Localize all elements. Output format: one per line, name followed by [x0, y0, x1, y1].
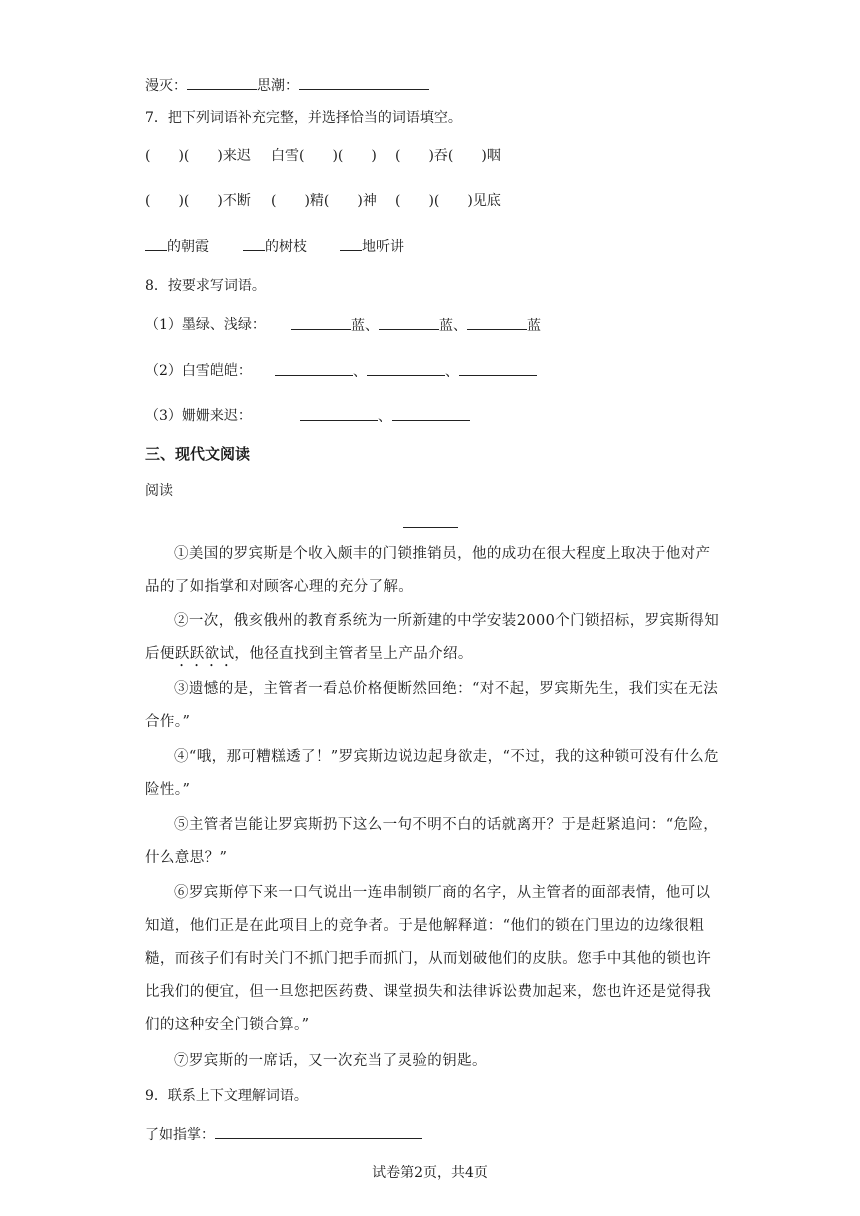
answer-blank[interactable]: [215, 1124, 422, 1139]
q7-fill: [243, 236, 307, 257]
answer-blank[interactable]: [243, 236, 265, 251]
sep: 、: [353, 364, 367, 380]
passage-title-blank[interactable]: [403, 527, 458, 528]
answer-blank[interactable]: [340, 236, 362, 251]
passage-paragraph-1: ①美国的罗宾斯是个收入颇丰的门锁推销员，他的成功在很大程度上取决于他对产品的了如指掌和对顾客心理的充分了解。: [145, 546, 711, 595]
suffix-text: 蓝: [527, 318, 541, 334]
q7-fill-text: 的朝霞: [167, 239, 209, 255]
answer-blank[interactable]: [459, 361, 537, 376]
q8-item-label: （3）姗姗来迟：: [145, 408, 252, 424]
q6-tail-line: [145, 75, 429, 96]
answer-blank[interactable]: [392, 406, 470, 421]
q8-title: 8．按要求写词语。: [145, 278, 266, 294]
q8-item-label: （1）墨绿、浅绿：: [145, 317, 266, 333]
passage-paragraph-5: ⑤主管者岂能让罗宾斯扔下这么一句不明不白的话就离开？于是赶紧追问：“危险，什么意思？”: [145, 817, 719, 866]
answer-blank[interactable]: [299, 75, 429, 90]
answer-blank[interactable]: [379, 315, 439, 330]
q7-fill: [145, 236, 209, 257]
q7-word: ( )( )来迟: [145, 148, 251, 164]
section-title: 三、现代文阅读: [145, 445, 251, 463]
passage-paragraph-7: ⑦罗宾斯的一席话，又一次充当了灵验的钥匙。: [174, 1053, 487, 1069]
q8-item-label: （2）白雪皑皑：: [145, 363, 252, 379]
passage-paragraph-4: ④“哦，那可糟糕透了！”罗宾斯边说边起身欲走，“不过，我的这种锁可没有什么危险性。”: [145, 749, 719, 798]
q8-item-answers: [300, 406, 470, 427]
q7-word: 白雪( )( ): [271, 148, 377, 164]
page-footer: 试卷第2页，共4页: [372, 1165, 488, 1181]
q7-title: 7．把下列词语补充完整，并选择恰当的词语填空。: [145, 110, 462, 126]
paragraph-text: ②一次，俄亥俄州的教育系统为一所新建的中学安装2000个门锁招标，罗宾斯得知后便: [145, 613, 720, 662]
suffix-text: 蓝、: [439, 318, 467, 334]
label-manmie: 漫灭：: [145, 78, 187, 94]
passage-paragraph-3: ③遗憾的是，主管者一看总价格便断然回绝：“对不起，罗宾斯先生，我们实在无法合作。”: [145, 681, 719, 730]
q7-word: ( )( )见底: [395, 193, 501, 209]
q8-item-answers: [291, 315, 541, 336]
passage-paragraph-2: [145, 605, 720, 671]
label-sichao: 思潮：: [257, 78, 299, 94]
q7-fill: [340, 236, 404, 257]
sep: 、: [378, 409, 392, 425]
section-subtitle: 阅读: [145, 483, 173, 499]
q7-word: ( )吞( )咽: [395, 148, 501, 164]
answer-blank[interactable]: [187, 75, 257, 90]
q7-word: ( )( )不断: [145, 193, 251, 209]
answer-blank[interactable]: [291, 315, 351, 330]
emphasized-word: 跃跃欲试: [174, 646, 235, 662]
q7-word: ( )精( )神: [271, 193, 377, 209]
answer-blank[interactable]: [275, 361, 353, 376]
q7-fill-text: 的树枝: [265, 239, 307, 255]
q9-answer-line: [145, 1124, 422, 1145]
suffix-text: 蓝、: [351, 318, 379, 334]
q8-item-answers: [275, 361, 537, 382]
answer-blank[interactable]: [367, 361, 445, 376]
passage-paragraph-6: ⑥罗宾斯停下来一口气说出一连串制锁厂商的名字，从主管者的面部表情，他可以知道，他们正是在此项目上的竞争者。于是他解释道：“他们的锁在门里边的边缘很粗糙，而孩子们有时关门不抓门把手而抓门，从而划破他们的皮肤。您手中其他的锁也许比我们的便宜，但一旦您把医药费、课堂损失和法律诉讼费加起来，您也许还是觉得我们的这种安全门锁合算。”: [145, 885, 712, 1033]
sep: 、: [445, 364, 459, 380]
q9-label: 了如指掌：: [145, 1127, 215, 1143]
answer-blank[interactable]: [467, 315, 527, 330]
paragraph-text: ，他径直找到主管者呈上产品介绍。: [234, 646, 473, 662]
answer-blank[interactable]: [145, 236, 167, 251]
q7-fill-text: 地听讲: [362, 239, 404, 255]
q9-title: 9．联系上下文理解词语。: [145, 1088, 308, 1104]
answer-blank[interactable]: [300, 406, 378, 421]
